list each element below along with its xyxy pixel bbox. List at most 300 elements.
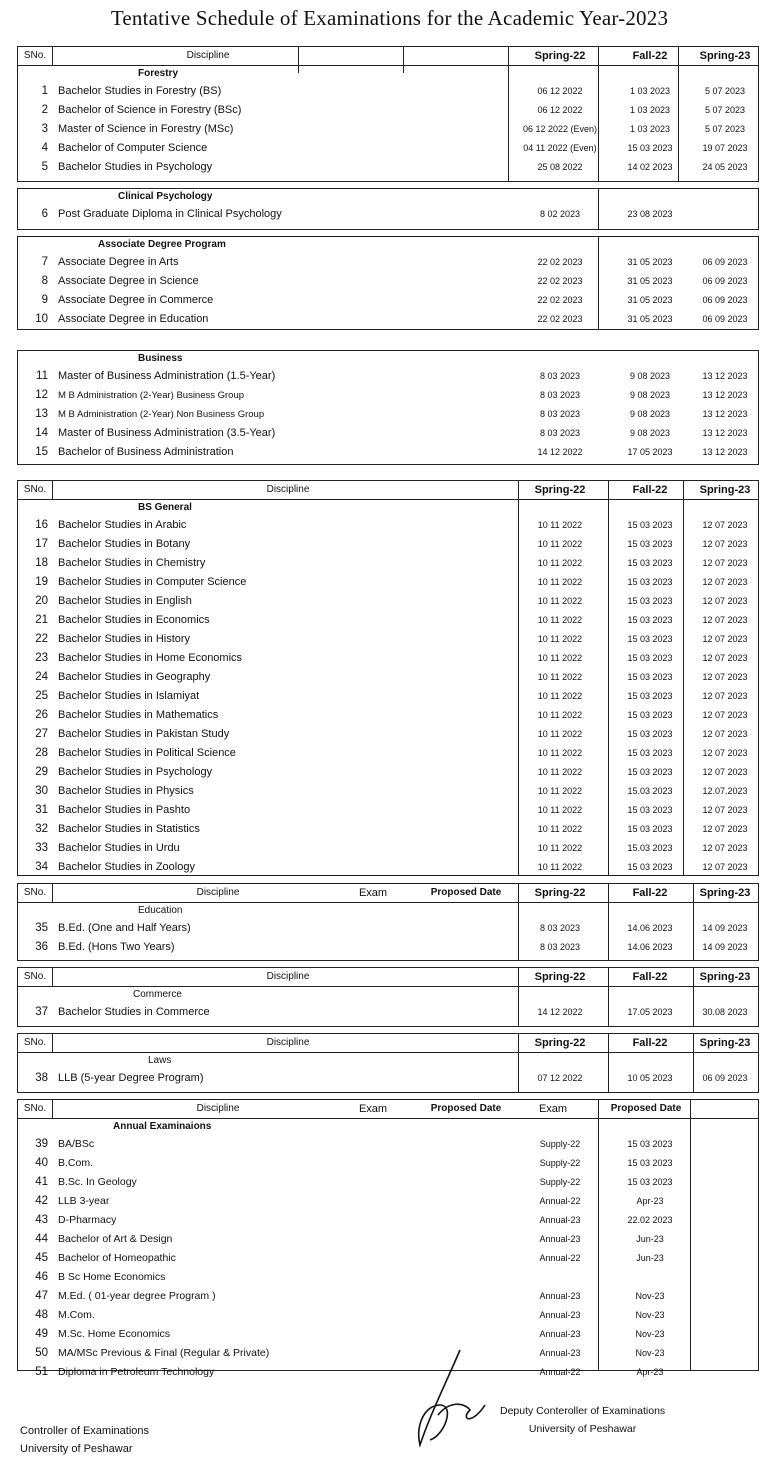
row-spring22: 10 11 2022 — [537, 786, 583, 796]
row-discipline: Bachelor Studies in Botany — [58, 538, 191, 550]
row-spring23: 12 07 2023 — [702, 767, 748, 777]
table-row — [18, 725, 758, 744]
row-discipline: Diploma in Petroleum Technology — [58, 1366, 215, 1378]
table-row — [18, 592, 758, 611]
table-row — [18, 554, 758, 573]
row-spring22: 25 08 2022 — [537, 162, 583, 172]
row-spring22: 04 11 2022 (Even) — [523, 143, 597, 153]
row-discipline: Bachelor Studies in Home Economics — [58, 652, 243, 664]
row-spring23: 12 07 2023 — [702, 710, 748, 720]
table-row — [18, 120, 758, 139]
table-row — [18, 205, 758, 224]
row-discipline: Bachelor Studies in Forestry (BS) — [58, 85, 222, 97]
row-proposed-date: 22.02 2023 — [627, 1215, 673, 1225]
row-spring22: 10 11 2022 — [537, 615, 583, 625]
row-sno: 47 — [35, 1290, 48, 1302]
row-spring22: 10 11 2022 — [537, 558, 583, 568]
page-title: Tentative Schedule of Examinations for the Academic Year-2023 — [110, 6, 669, 30]
row-spring22: 10 11 2022 — [537, 767, 583, 777]
row-spring23: 12 07 2023 — [702, 653, 748, 663]
table-row — [18, 253, 758, 272]
row-spring23: 12 07 2023 — [702, 539, 748, 549]
row-spring23: 06 09 2023 — [702, 1073, 748, 1083]
row-proposed-date: Jun-23 — [636, 1234, 664, 1244]
table-row — [18, 1268, 758, 1287]
row-spring23: 13 12 2023 — [702, 447, 748, 457]
table-header: SNo. Discipline Exam Proposed Date Spring-22 Fall-22 Spring-23 — [18, 884, 758, 903]
deputy-signature-block — [500, 1402, 665, 1438]
row-exam: Annual-22 — [539, 1367, 581, 1377]
business-rows — [18, 367, 758, 462]
row-discipline: B Sc Home Economics — [58, 1271, 166, 1283]
row-sno: 8 — [41, 275, 48, 287]
table-row — [18, 801, 758, 820]
table-row — [18, 763, 758, 782]
row-exam: Annual-22 — [539, 1196, 581, 1206]
row-spring22: 10 11 2022 — [537, 634, 583, 644]
row-spring22: 10 11 2022 — [537, 577, 583, 587]
row-sno: 14 — [35, 427, 48, 439]
row-discipline: Associate Degree in Education — [58, 313, 209, 325]
row-discipline: Bachelor Studies in Arabic — [58, 519, 187, 531]
row-sno: 10 — [35, 313, 48, 325]
row-sno: 37 — [35, 1006, 48, 1018]
row-sno: 1 — [41, 85, 48, 97]
row-fall22: 10 05 2023 — [627, 1073, 673, 1083]
row-sno: 46 — [35, 1271, 48, 1283]
row-discipline: BA/BSc — [58, 1138, 95, 1150]
row-fall22: 1 03 2023 — [629, 124, 671, 134]
table-row — [18, 668, 758, 687]
row-sno: 41 — [35, 1176, 48, 1188]
table-row — [18, 367, 758, 386]
row-sno: 3 — [41, 123, 48, 135]
header-discipline: Discipline — [186, 50, 230, 61]
table-row — [18, 1344, 758, 1363]
row-fall22: 15 03 2023 — [627, 577, 673, 587]
row-spring22: 06 12 2022 — [537, 105, 583, 115]
row-sno: 50 — [35, 1347, 48, 1359]
row-discipline: Bachelor Studies in Islamiyat — [58, 690, 200, 702]
row-exam: Annual-23 — [539, 1215, 581, 1225]
row-sno: 32 — [35, 823, 48, 835]
row-fall22: 15 03 2023 — [627, 520, 673, 530]
table-row — [18, 839, 758, 858]
row-fall22: 15 03 2023 — [627, 615, 673, 625]
table-row — [18, 139, 758, 158]
row-sno: 2 — [41, 104, 48, 116]
row-spring22: 06 12 2022 — [537, 86, 583, 96]
group-title: Business — [138, 353, 183, 364]
deputy-title: Deputy Conteroller of Examinations — [500, 1405, 666, 1417]
row-sno: 49 — [35, 1328, 48, 1340]
table-row — [18, 405, 758, 424]
row-fall22: 15 03 2023 — [627, 672, 673, 682]
row-spring22: 10 11 2022 — [537, 539, 583, 549]
row-sno: 22 — [35, 633, 48, 645]
associate-block — [17, 236, 759, 330]
row-fall22: 15 03 2023 — [627, 653, 673, 663]
business-block — [17, 350, 759, 465]
row-sno: 19 — [35, 576, 48, 588]
table-row — [18, 1287, 758, 1306]
education-block — [17, 883, 759, 961]
row-discipline: Bachelor of Computer Science — [58, 142, 208, 154]
row-exam: Annual-23 — [539, 1329, 581, 1339]
header-spring22: Spring-22 — [534, 50, 586, 62]
row-spring22: 8 03 2023 — [539, 923, 581, 933]
row-spring23: 12 07 2023 — [702, 577, 748, 587]
row-fall22: 15 03 2023 — [627, 596, 673, 606]
row-sno: 30 — [35, 785, 48, 797]
table-row — [18, 1135, 758, 1154]
row-fall22: 15 03 2023 — [627, 767, 673, 777]
row-fall22: 15 03 2023 — [627, 729, 673, 739]
row-discipline: Bachelor Studies in Pakistan Study — [58, 728, 230, 740]
row-discipline: B.Ed. (Hons Two Years) — [58, 941, 175, 953]
row-discipline: B.Ed. (One and Half Years) — [58, 922, 191, 934]
group-title: Education — [138, 905, 183, 916]
row-discipline: Bachelor Studies in Geography — [58, 671, 211, 683]
deputy-university: University of Peshawar — [528, 1423, 637, 1435]
row-sno: 13 — [35, 408, 48, 420]
row-spring22: 10 11 2022 — [537, 862, 583, 872]
forestry-block — [17, 46, 759, 182]
row-exam: Annual-22 — [539, 1253, 581, 1263]
row-spring22: 8 03 2023 — [539, 409, 581, 419]
table-row — [18, 158, 758, 177]
row-spring23: 12 07 2023 — [702, 824, 748, 834]
row-discipline: Bachelor of Business Administration — [58, 446, 234, 458]
row-fall22: 15 03 2023 — [627, 748, 673, 758]
row-spring22: 22 02 2023 — [537, 257, 583, 267]
table-row — [18, 649, 758, 668]
row-sno: 20 — [35, 595, 48, 607]
row-fall22: 15 03 2023 — [627, 862, 673, 872]
row-sno: 39 — [35, 1138, 48, 1150]
row-sno: 48 — [35, 1309, 48, 1321]
row-sno: 34 — [35, 861, 48, 873]
table-row — [18, 1069, 758, 1088]
row-discipline: B.Com. — [58, 1157, 94, 1169]
row-spring22: 10 11 2022 — [537, 520, 583, 530]
row-sno: 29 — [35, 766, 48, 778]
row-fall22: 31 05 2023 — [627, 276, 673, 286]
row-discipline: Associate Degree in Commerce — [58, 294, 214, 306]
row-fall22: 9 08 2023 — [629, 390, 671, 400]
row-spring23: 14 09 2023 — [702, 942, 748, 952]
row-sno: 40 — [35, 1157, 48, 1169]
annual-rows — [18, 1135, 758, 1382]
row-discipline: Bachelor of Art & Design — [58, 1233, 173, 1245]
row-fall22: 31 05 2023 — [627, 257, 673, 267]
row-spring22: 06 12 2022 (Even) — [522, 124, 598, 134]
row-discipline: Bachelor Studies in Psychology — [58, 766, 213, 778]
row-spring22: 8 02 2023 — [539, 209, 581, 219]
row-spring22: 8 03 2023 — [539, 428, 581, 438]
table-row — [18, 687, 758, 706]
row-discipline: B.Sc. In Geology — [58, 1176, 137, 1188]
row-sno: 4 — [41, 142, 48, 154]
row-discipline: Bachelor Studies in Physics — [58, 785, 194, 797]
row-spring23: 12 07 2023 — [702, 691, 748, 701]
table-row — [18, 573, 758, 592]
row-sno: 9 — [41, 294, 48, 306]
row-spring22: 10 11 2022 — [537, 672, 583, 682]
row-discipline: M.Com. — [58, 1309, 95, 1321]
row-fall22: 9 08 2023 — [629, 409, 671, 419]
row-spring23: 06 09 2023 — [702, 257, 748, 267]
row-sno: 25 — [35, 690, 48, 702]
row-proposed-date: Nov-23 — [635, 1291, 665, 1301]
forestry-rows — [18, 82, 758, 177]
row-spring23: 5 07 2023 — [704, 124, 746, 134]
row-spring23: 13 12 2023 — [702, 409, 748, 419]
row-spring23: 12 07 2023 — [702, 634, 748, 644]
table-row — [18, 1192, 758, 1211]
row-fall22: 15.03 2023 — [627, 843, 673, 853]
row-exam: Supply-22 — [539, 1177, 581, 1187]
row-fall22: 9 08 2023 — [629, 428, 671, 438]
controller-university: University of Peshawar — [20, 1443, 133, 1455]
row-sno: 5 — [41, 161, 48, 173]
row-exam: Annual-23 — [539, 1348, 581, 1358]
row-sno: 7 — [41, 256, 48, 268]
table-row — [18, 1306, 758, 1325]
row-discipline: Bachelor Studies in Pashto — [58, 804, 191, 816]
row-discipline: Bachelor of Science in Forestry (BSc) — [58, 104, 242, 116]
row-fall22: 14 02 2023 — [627, 162, 673, 172]
row-sno: 42 — [35, 1195, 48, 1207]
row-discipline: D-Pharmacy — [58, 1214, 117, 1226]
commerce-rows — [18, 1003, 758, 1022]
table-row — [18, 1154, 758, 1173]
row-spring23: 24 05 2023 — [702, 162, 748, 172]
row-fall22: 1 03 2023 — [629, 105, 671, 115]
table-row — [18, 386, 758, 405]
row-sno: 24 — [35, 671, 48, 683]
row-discipline: Bachelor Studies in Chemistry — [58, 557, 206, 569]
row-spring22: 10 11 2022 — [537, 729, 583, 739]
row-spring23: 12 07 2023 — [702, 748, 748, 758]
row-fall22: 31 05 2023 — [627, 314, 673, 324]
row-fall22: 15 03 2023 — [627, 558, 673, 568]
row-proposed-date: Apr-23 — [636, 1196, 664, 1206]
row-fall22: 15 03 2023 — [627, 824, 673, 834]
row-fall22: 14.06 2023 — [627, 942, 673, 952]
row-discipline: M B Administration (2-Year) Non Business Group — [58, 409, 265, 420]
table-row — [18, 611, 758, 630]
table-row — [18, 443, 758, 462]
row-spring22: 22 02 2023 — [537, 314, 583, 324]
row-fall22: 1 03 2023 — [629, 86, 671, 96]
row-discipline: Post Graduate Diploma in Clinical Psychology — [58, 208, 282, 220]
row-spring22: 10 11 2022 — [537, 805, 583, 815]
table-row — [18, 516, 758, 535]
row-proposed-date: 15 03 2023 — [627, 1139, 673, 1149]
commerce-block — [17, 967, 759, 1027]
row-discipline: Associate Degree in Science — [58, 275, 199, 287]
row-discipline: M.Sc. Home Economics — [58, 1328, 171, 1340]
row-exam: Annual-23 — [539, 1234, 581, 1244]
row-fall22: 9 08 2023 — [629, 371, 671, 381]
row-fall22: 15.03 2023 — [627, 786, 673, 796]
row-spring22: 10 11 2022 — [537, 653, 583, 663]
row-fall22: 15 03 2023 — [627, 805, 673, 815]
row-exam: Supply-22 — [539, 1139, 581, 1149]
row-fall22: 17.05 2023 — [627, 1007, 673, 1017]
table-row — [18, 858, 758, 877]
row-fall22: 15 03 2023 — [627, 634, 673, 644]
associate-rows — [18, 253, 758, 329]
row-spring23: 12 07 2023 — [702, 596, 748, 606]
row-sno: 26 — [35, 709, 48, 721]
table-row — [18, 782, 758, 801]
row-spring23: 5 07 2023 — [704, 105, 746, 115]
row-proposed-date: Apr-23 — [636, 1367, 664, 1377]
row-spring22: 10 11 2022 — [537, 691, 583, 701]
row-discipline: Bachelor Studies in Urdu — [58, 842, 180, 854]
table-row — [18, 1363, 758, 1382]
row-discipline: Bachelor Studies in Commerce — [58, 1006, 210, 1018]
row-spring23: 12 07 2023 — [702, 520, 748, 530]
table-row — [18, 101, 758, 120]
row-discipline: Bachelor Studies in Mathematics — [58, 709, 219, 721]
row-fall22: 14.06 2023 — [627, 923, 673, 933]
row-discipline: Bachelor Studies in Political Science — [58, 747, 236, 759]
row-spring23: 12 07 2023 — [702, 862, 748, 872]
row-spring23: 13 12 2023 — [702, 428, 748, 438]
row-discipline: Master of Business Administration (1.5-Year) — [58, 370, 276, 382]
row-exam: Annual-23 — [539, 1310, 581, 1320]
table-row — [18, 820, 758, 839]
table-row — [18, 706, 758, 725]
row-proposed-date: Jun-23 — [636, 1253, 664, 1263]
row-exam: Annual-23 — [539, 1291, 581, 1301]
row-discipline: Master of Science in Forestry (MSc) — [58, 123, 234, 135]
row-discipline: M.Ed. ( 01-year degree Program ) — [58, 1290, 216, 1302]
table-row — [18, 919, 758, 938]
row-spring22: 10 11 2022 — [537, 596, 583, 606]
row-spring22: 10 11 2022 — [537, 843, 583, 853]
row-spring23: 12 07 2023 — [702, 558, 748, 568]
table-row — [18, 535, 758, 554]
education-rows — [18, 919, 758, 957]
row-proposed-date: 15 03 2023 — [627, 1177, 673, 1187]
row-sno: 28 — [35, 747, 48, 759]
row-discipline: Bachelor Studies in History — [58, 633, 191, 645]
row-spring22: 8 03 2023 — [539, 942, 581, 952]
row-spring22: 10 11 2022 — [537, 748, 583, 758]
table-header — [18, 47, 758, 66]
row-sno: 33 — [35, 842, 48, 854]
table-row — [18, 424, 758, 443]
row-sno: 16 — [35, 519, 48, 531]
row-spring22: 07 12 2022 — [537, 1073, 583, 1083]
row-proposed-date: Nov-23 — [635, 1310, 665, 1320]
row-sno: 44 — [35, 1233, 48, 1245]
group-title: BS General — [138, 502, 192, 513]
row-sno: 43 — [35, 1214, 48, 1226]
row-sno: 17 — [35, 538, 48, 550]
header-fall22: Fall-22 — [632, 50, 668, 62]
group-title: Forestry — [138, 68, 179, 79]
table-row — [18, 938, 758, 957]
row-spring22: 22 02 2023 — [537, 276, 583, 286]
row-spring23: 06 09 2023 — [702, 276, 748, 286]
annual-block — [17, 1099, 759, 1378]
row-discipline: Bachelor Studies in Computer Science — [58, 576, 247, 588]
row-spring23: 14 09 2023 — [702, 923, 748, 933]
row-fall22: 31 05 2023 — [627, 295, 673, 305]
table-row — [18, 82, 758, 101]
row-fall22: 17 05 2023 — [627, 447, 673, 457]
row-sno: 23 — [35, 652, 48, 664]
row-spring23: 30.08 2023 — [702, 1007, 748, 1017]
header-sno: SNo. — [23, 50, 47, 61]
row-sno: 18 — [35, 557, 48, 569]
row-sno: 27 — [35, 728, 48, 740]
row-sno: 45 — [35, 1252, 48, 1264]
row-discipline: Bachelor Studies in Zoology — [58, 861, 195, 873]
row-discipline: Master of Business Administration (3.5-Year) — [58, 427, 276, 439]
row-discipline: LLB (5-year Degree Program) — [58, 1072, 204, 1084]
row-discipline: Associate Degree in Arts — [58, 256, 179, 268]
group-title: Laws — [148, 1055, 172, 1066]
row-sno: 35 — [35, 922, 48, 934]
row-proposed-date: Nov-23 — [635, 1348, 665, 1358]
row-spring23: 12 07 2023 — [702, 729, 748, 739]
bs-general-block — [17, 480, 759, 876]
table-row — [18, 744, 758, 763]
row-fall22: 23 08 2023 — [627, 209, 673, 219]
row-fall22: 15 03 2023 — [627, 539, 673, 549]
row-spring22: 8 03 2023 — [539, 371, 581, 381]
row-sno: 36 — [35, 941, 48, 953]
row-fall22: 15 03 2023 — [627, 710, 673, 720]
group-title: Commerce — [133, 989, 182, 1000]
table-row — [18, 1003, 758, 1022]
table-row — [18, 630, 758, 649]
header-spring23: Spring-23 — [699, 50, 751, 62]
row-spring23: 12 07 2023 — [702, 672, 748, 682]
row-sno: 38 — [35, 1072, 48, 1084]
row-spring23: 13 12 2023 — [702, 390, 748, 400]
row-spring22: 14 12 2022 — [537, 447, 583, 457]
group-title: Annual Examinaions — [113, 1121, 212, 1132]
row-sno: 12 — [35, 389, 48, 401]
laws-block — [17, 1033, 759, 1093]
row-discipline: MA/MSc Previous & Final (Regular & Private) — [58, 1347, 270, 1359]
row-spring23: 19 07 2023 — [702, 143, 748, 153]
row-sno: 15 — [35, 446, 48, 458]
table-header: SNo. Discipline Exam Proposed Date Exam Proposed Date — [18, 1100, 758, 1119]
row-sno: 6 — [41, 208, 48, 220]
clinical-rows — [18, 205, 758, 224]
row-discipline: LLB 3-year — [58, 1195, 110, 1207]
bs-general-rows — [18, 516, 758, 877]
table-row — [18, 291, 758, 310]
row-exam: Supply-22 — [539, 1158, 581, 1168]
row-sno: 11 — [36, 370, 48, 382]
laws-rows — [18, 1069, 758, 1088]
table-header: SNo. Discipline Spring-22 Fall-22 Spring-23 — [18, 968, 758, 987]
row-sno: 31 — [35, 804, 48, 816]
row-spring23: 12 07 2023 — [702, 615, 748, 625]
row-fall22: 15 03 2023 — [627, 691, 673, 701]
row-discipline: Bachelor of Homeopathic — [58, 1252, 176, 1264]
row-spring23: 5 07 2023 — [704, 86, 746, 96]
